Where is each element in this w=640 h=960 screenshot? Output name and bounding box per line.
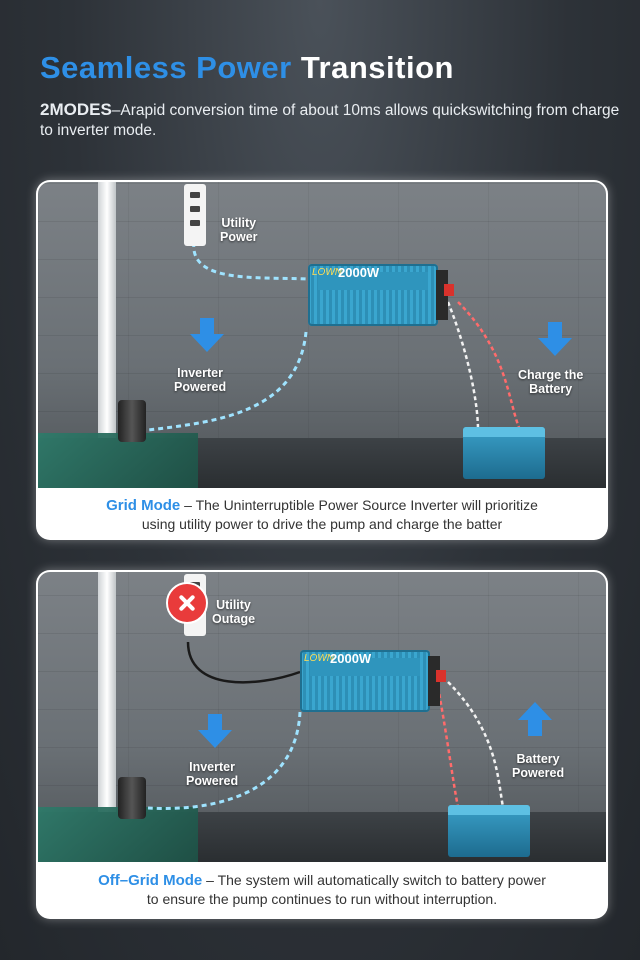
inverter-model: 2000W [330, 651, 372, 666]
grid-mode-panel [36, 180, 608, 540]
utility-outage-label: Utility Outage [212, 598, 256, 626]
arrow-up-icon [518, 702, 552, 736]
subtitle-bold: 2MODES [40, 100, 112, 119]
off-grid-mode-scene [38, 572, 606, 862]
battery [463, 427, 545, 479]
battery-powered-label: Battery Powered [512, 752, 565, 780]
power-inverter [308, 264, 438, 326]
grid-mode-scene [38, 182, 606, 488]
grid-mode-caption: Grid Mode – The Uninterruptible Power Source Inverter will prioritize using utility power to drive the pump and charge the batter [106, 497, 538, 532]
inverter-brand: LOWN [312, 267, 342, 278]
inverter-model: 2000W [338, 265, 380, 280]
inverter-brand: LOWN [304, 653, 334, 664]
outage-x-icon [166, 582, 208, 624]
title-accent: Seamless Power [40, 50, 292, 85]
grid-mode-title: Grid Mode [106, 497, 181, 514]
power-inverter [300, 650, 430, 712]
page-title [40, 50, 454, 86]
power-strip [184, 184, 206, 246]
inverter-powered-label: Inverter Powered [174, 366, 227, 394]
utility-power-label: Utility Power [220, 216, 258, 244]
battery [448, 805, 530, 857]
arrow-down-icon [190, 318, 224, 352]
charge-battery-label: Charge the Battery [518, 368, 584, 396]
arrow-down-icon [198, 714, 232, 748]
inverter-powered-label: Inverter Powered [186, 760, 239, 788]
subtitle-text: –Arapid conversion time of about 10ms allows quickswitching from charge to inverter mode. [40, 102, 620, 139]
page-subtitle [40, 100, 620, 141]
off-grid-mode-title: Off–Grid Mode [98, 872, 203, 889]
off-grid-mode-panel [36, 570, 608, 919]
off-grid-mode-caption: Off–Grid Mode – The system will automatically switch to battery power to ensure the pump continues to run without interruption. [98, 872, 546, 907]
title-rest: Transition [300, 50, 454, 85]
arrow-down-icon [538, 322, 572, 356]
